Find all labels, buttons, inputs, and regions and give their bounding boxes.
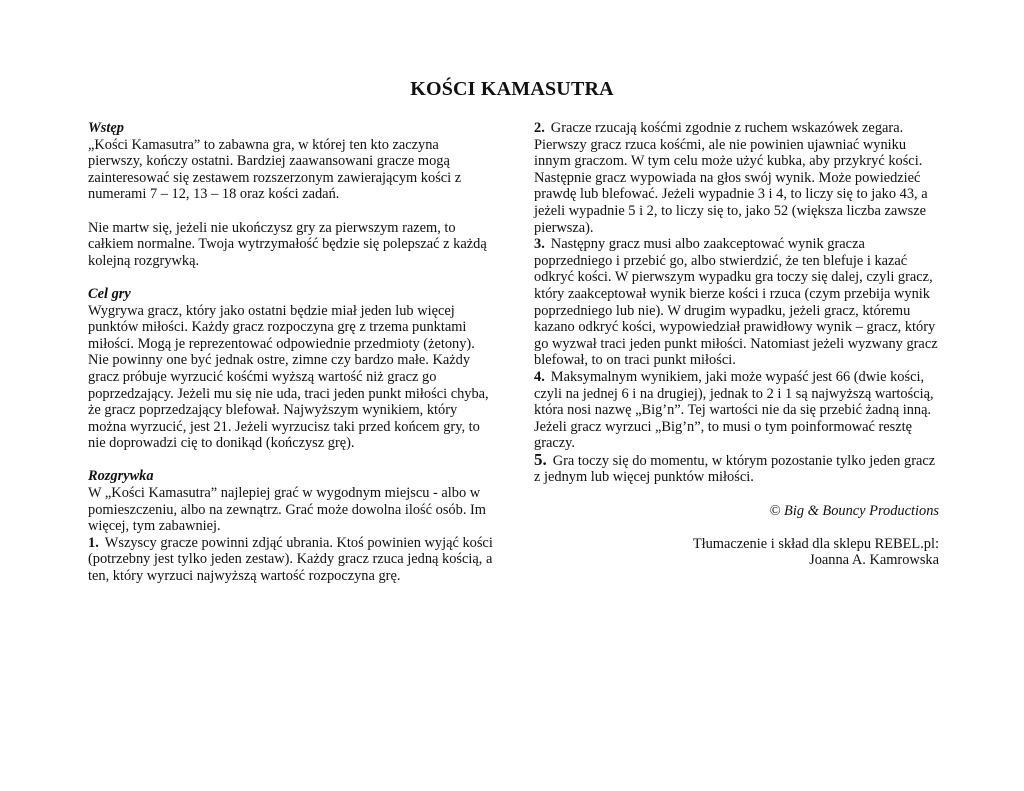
step-4-text: Maksymalnym wynikiem, jaki może wypaść jest 66 (dwie kości, czyli na jednej 6 i na drugiej), jednak to 2 i 1 są najwyższą wartością, która nosi nazwę „Big’n”. Tej wartości nie da się przebić żadną inną. Jeżeli gracz wyrzuci „Big’n”, to musi o tym poinformować resztę graczy. [534, 368, 934, 452]
step-1-text: Wszyscy gracze powinni zdjąć ubrania. Ktoś powinien wyjąć kości (potrzebny jest tylko jeden zestaw). Każdy gracz rzuca jedną kością, a ten, który wyrzuci najwyższą wartość rozpoczyna grę. [88, 534, 493, 585]
step-1 [88, 535, 493, 585]
play-heading: Rozgrywka [88, 468, 154, 485]
step-1-number: 1. [88, 534, 99, 551]
copyright: © Big & Bouncy Productions [769, 502, 939, 519]
intro-section [88, 120, 493, 203]
page-title: KOŚCI KAMASUTRA [410, 78, 614, 100]
step-3-text: Następny gracz musi albo zaakceptować wynik gracza poprzedniego i przebić go, albo stwierdzić, że ten blefuje i kazać odkryć kości. W pierwszym wypadku gra toczy się dalej, czyli gracz, który zaakceptował wynik bierze kości i rzuca (czym przebija wynik poprzedniego lub nie). W drugim wypadku, jeżeli gracz, któremu kazano odkryć kości, wypowiedział prawidłowy wynik – gracz, który go wyzwał traci jeden punkt miłości. Natomiast jeżeli wyzwany gracz blefował, to on traci punkt miłości. [534, 236, 938, 369]
goal-section [88, 286, 493, 452]
credit-line-2: Joanna A. Kamrowska [809, 552, 939, 569]
credit [534, 536, 939, 569]
goal-paragraph: Wygrywa gracz, który jako ostatni będzie miał jeden lub więcej punktów miłości. Każdy gracz rozpoczyna grę z trzema punktami miłości. Mogą je reprezentować odpowiednie przedmioty (żetony). Nie powinny one być jednak ostre, zimne czy bardzo małe. Każdy gracz próbuje wyrzucić kośćmi wyższą wartość niż gracz go poprzedzający. Jeżeli mu się nie uda, traci jeden punkt miłości chyba, że gracz poprzedzający blefował. Najwyższym wynikiem, który można wyrzucić, jest 21. Jeżeli wyrzucisz taki przed końcem gry, to nie doprowadzi cię to donikąd (kończysz grę). [88, 302, 489, 452]
step-5 [534, 449, 939, 486]
play-section [88, 468, 493, 584]
step-3 [534, 236, 939, 369]
step-5-number: 5. [534, 449, 547, 469]
step-5-text: Gra toczy się do momentu, w którym pozostanie tylko jeden gracz z jednym lub więcej punktów miłości. [534, 452, 936, 486]
step-4-number: 4. [534, 368, 545, 385]
step-4 [534, 369, 939, 452]
right-column [534, 120, 939, 569]
credit-line-1: Tłumaczenie i skład dla sklepu REBEL.pl: [692, 535, 939, 552]
step-2 [534, 120, 939, 236]
intro-paragraph-2: Nie martw się, jeżeli nie ukończysz gry za pierwszym razem, to całkiem normalne. Twoja wytrzymałość będzie się polepszać z każdą kolejną rozgrywką. [88, 219, 487, 269]
step-2-number: 2. [534, 120, 545, 136]
intro-paragraph-1: „Kości Kamasutra” to zabawna gra, w której ten kto zaczyna pierwszy, kończy ostatni. Bardziej zaawansowani gracze mogą zainteresować się zestawem rozszerzonym zawierającym kości z numerami 7 – 12, 13 – 18 oraz kości zadań. [88, 136, 462, 203]
step-3-number: 3. [534, 236, 545, 253]
goal-heading: Cel gry [88, 285, 131, 302]
intro-heading: Wstęp [88, 120, 124, 136]
play-paragraph: W „Kości Kamasutra” najlepiej grać w wygodnym miejscu - albo w pomieszczeniu, albo na zewnątrz. Grać może dowolna ilość osób. Im więcej, tym zabawniej. [88, 485, 486, 535]
step-2-text: Gracze rzucają kośćmi zgodnie z ruchem wskazówek zegara. Pierwszy gracz rzuca kośćmi, ale nie powinien ujawniać wyniku innym graczom. W tym celu może użyć kubka, aby przykryć kości. Następnie gracz wypowiada na głos swój wynik. Może powiedzieć prawdę lub blefować. Jeżeli wypadnie 3 i 4, to liczy się to jako 43, a jeżeli wypadnie 5 i 2, to liczy się to, jako 52 (większa liczba zawsze pierwsza). [534, 120, 928, 236]
left-column [88, 120, 493, 601]
intro-paragraph-2-block [88, 220, 493, 270]
